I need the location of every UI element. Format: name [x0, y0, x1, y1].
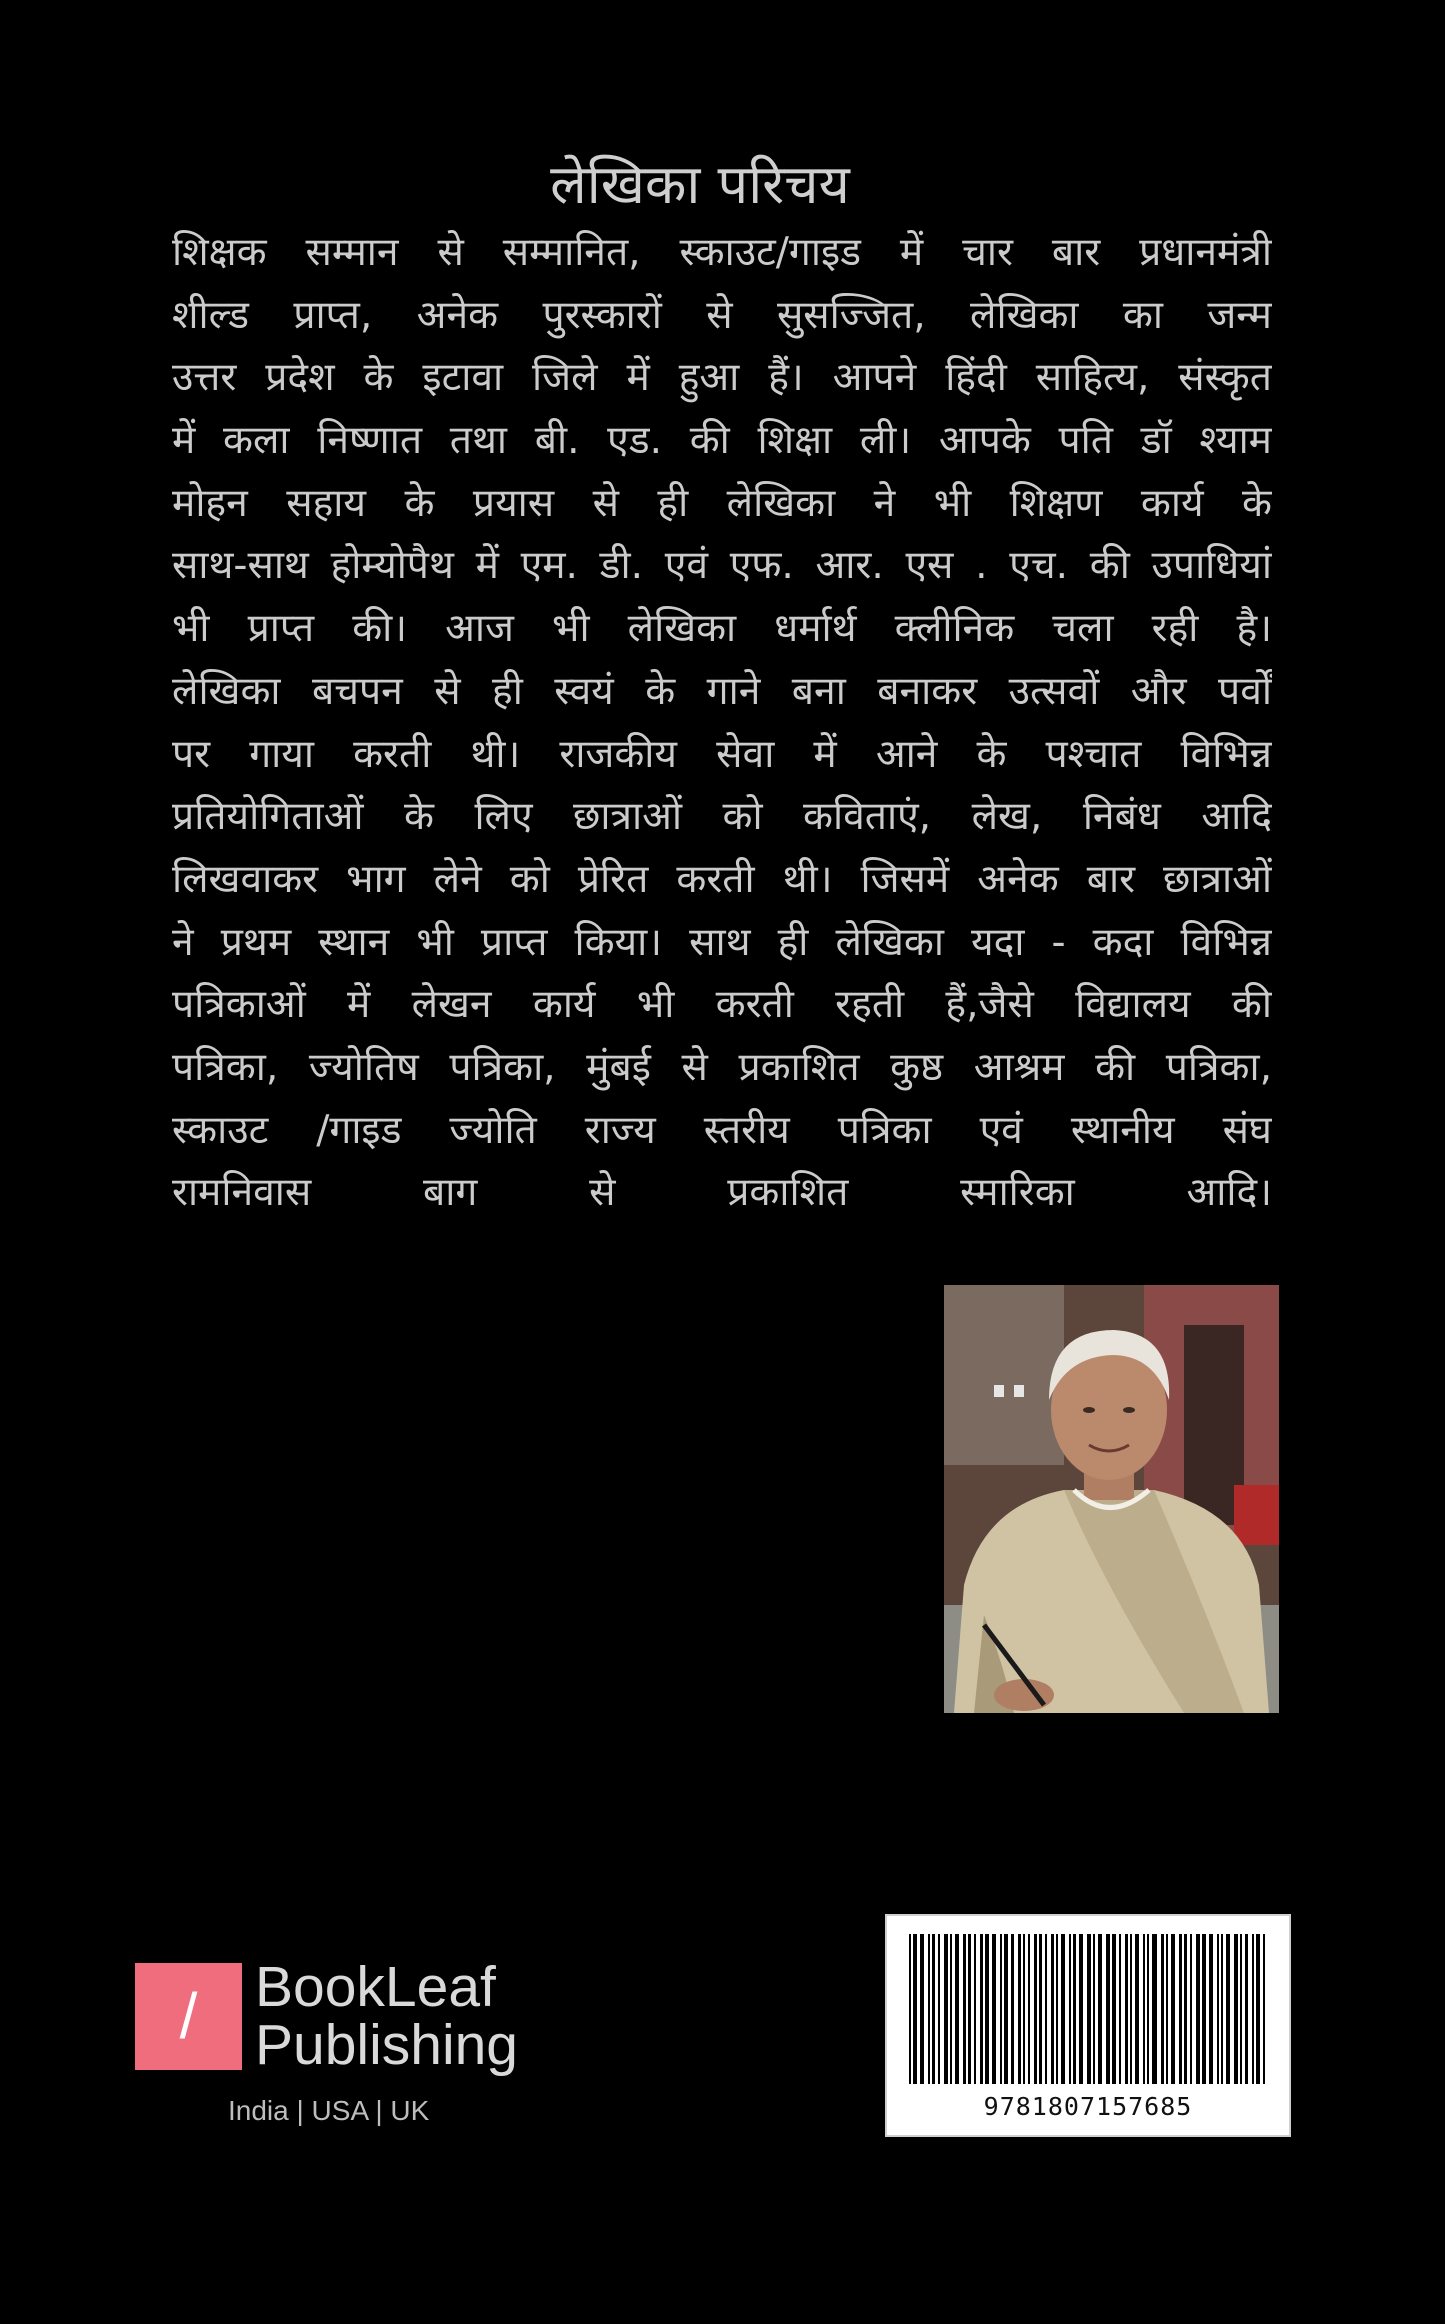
bio-line: रामनिवास बाग से प्रकाशित स्मारिका आदि।	[172, 1170, 1272, 1216]
author-photo	[944, 1285, 1279, 1713]
barcode-bar	[950, 1934, 952, 2084]
bio-line: में कला निष्णात तथा बी. एड. की शिक्षा ली। आपके पति डॉ श्याम	[172, 418, 1272, 464]
barcode-bar	[1147, 1934, 1149, 2084]
barcode-bar	[1202, 1934, 1206, 2084]
bio-line: पत्रिकाओं में लेखन कार्य भी करती रहती हैं,जैसे विद्यालय की	[172, 982, 1272, 1028]
barcode-bar	[1073, 1934, 1076, 2084]
barcode-bar	[1028, 1934, 1030, 2084]
logo-slash-icon: /	[179, 1980, 198, 2052]
barcode-bar	[963, 1934, 966, 2084]
bio-line: प्रतियोगिताओं के लिए छात्राओं को कविताएं, लेख, निबंध आदि	[172, 794, 1272, 840]
barcode-bar	[913, 1934, 917, 2084]
bio-title: लेखिका परिचय	[550, 153, 850, 216]
barcode-bar	[1240, 1934, 1242, 2084]
barcode-bar	[1234, 1934, 1238, 2084]
barcode-bar	[1087, 1934, 1091, 2084]
barcode-bar	[944, 1934, 948, 2084]
barcode-bar	[1143, 1934, 1145, 2084]
barcode-bar	[955, 1934, 959, 2084]
barcode-bar	[1256, 1934, 1260, 2084]
barcode-bar	[932, 1934, 935, 2084]
barcode-bar	[1112, 1934, 1116, 2084]
barcode-bar	[1051, 1934, 1054, 2084]
barcode-bar	[1039, 1934, 1042, 2084]
barcode-bar	[1093, 1934, 1095, 2084]
bio-line: ने प्रथम स्थान भी प्राप्त किया। साथ ही लेखिका यदा - कदा विभिन्न	[172, 919, 1272, 965]
barcode-bar	[1034, 1934, 1037, 2084]
barcode-bar	[1196, 1934, 1200, 2084]
barcode-bar	[1226, 1934, 1230, 2084]
barcode-bar	[1045, 1934, 1047, 2084]
bio-line: शील्ड प्राप्त, अनेक पुरस्कारों से सुसज्जित, लेखिका का जन्म	[172, 292, 1272, 338]
barcode-bar	[1018, 1934, 1021, 2084]
barcode-bar	[1125, 1934, 1128, 2084]
barcode-bar	[992, 1934, 996, 2084]
bio-line: लेखिका बचपन से ही स्वयं के गाने बना बनाकर उत्सवों और पर्वों	[172, 668, 1272, 714]
barcode-bar	[1079, 1934, 1083, 2084]
bio-line: पत्रिका, ज्योतिष पत्रिका, मुंबई से प्रकाशित कुष्ठ आश्रम की पत्रिका,	[172, 1044, 1272, 1090]
barcode-bars	[905, 1934, 1271, 2084]
barcode-bar	[1069, 1934, 1071, 2084]
bio-line: उत्तर प्रदेश के इटावा जिले में हुआ हैं। आपने हिंदी साहित्य, संस्कृत	[172, 355, 1272, 401]
barcode-bar	[1119, 1934, 1121, 2084]
isbn-barcode	[885, 1914, 1291, 2137]
barcode-bar	[1179, 1934, 1182, 2084]
barcode-bar	[1106, 1934, 1110, 2084]
barcode-bar	[1130, 1934, 1132, 2084]
barcode-bar	[920, 1934, 924, 2084]
barcode-bar	[1000, 1934, 1002, 2084]
barcode-bar	[1011, 1934, 1014, 2084]
barcode-bar	[1217, 1934, 1219, 2084]
author-bio	[172, 222, 1272, 1225]
barcode-bar	[1190, 1934, 1192, 2084]
barcode-bar	[928, 1934, 930, 2084]
barcode-bar	[1056, 1934, 1058, 2084]
barcode-bar	[1023, 1934, 1025, 2084]
barcode-bar	[1263, 1934, 1265, 2084]
publisher-name-line2: Publishing	[255, 2013, 519, 2077]
barcode-bar	[968, 1934, 971, 2084]
barcode-bar	[1004, 1934, 1008, 2084]
bio-line: भी प्राप्त की। आज भी लेखिका धर्मार्थ क्लीनिक चला रही है।	[172, 606, 1272, 652]
publisher-name-line1: BookLeaf	[255, 1955, 496, 2019]
barcode-bar	[1135, 1934, 1139, 2084]
bio-line: पर गाया करती थी। राजकीय सेवा में आने के पश्चात विभिन्न	[172, 731, 1272, 777]
barcode-bar	[1061, 1934, 1065, 2084]
bio-line: मोहन सहाय के प्रयास से ही लेखिका ने भी शिक्षण कार्य के	[172, 480, 1272, 526]
barcode-bar	[974, 1934, 976, 2084]
bio-line: स्काउट /गाइड ज्योति राज्य स्तरीय पत्रिका एवं स्थानीय संघ	[172, 1107, 1272, 1153]
barcode-bar	[1221, 1934, 1223, 2084]
barcode-bar	[1209, 1934, 1213, 2084]
barcode-bar	[1252, 1934, 1254, 2084]
barcode-bar	[1152, 1934, 1157, 2084]
bio-line: लिखवाकर भाग लेने को प्रेरित करती थी। जिसमें अनेक बार छात्राओं	[172, 856, 1272, 902]
bio-line: शिक्षक सम्मान से सम्मानित, स्काउट/गाइड में चार बार प्रधानमंत्री	[172, 230, 1272, 275]
barcode-bar	[1171, 1934, 1175, 2084]
barcode-bar	[1161, 1934, 1164, 2084]
publisher-regions: India | USA | UK	[228, 2095, 430, 2126]
barcode-bar	[1245, 1934, 1248, 2084]
isbn-number: 9781807157685	[983, 2092, 1193, 2121]
barcode-bar	[1166, 1934, 1168, 2084]
barcode-bar	[1184, 1934, 1187, 2084]
barcode-bar	[980, 1934, 983, 2084]
barcode-bar	[909, 1934, 911, 2084]
barcode-bar	[985, 1934, 989, 2084]
barcode-bar	[1098, 1934, 1102, 2084]
bio-line: साथ-साथ होम्योपैथ में एम. डी. एवं एफ. आर. एस . एच. की उपाधियां	[172, 543, 1272, 589]
author-photo-illustration	[944, 1285, 1279, 1713]
barcode-bar	[938, 1934, 940, 2084]
